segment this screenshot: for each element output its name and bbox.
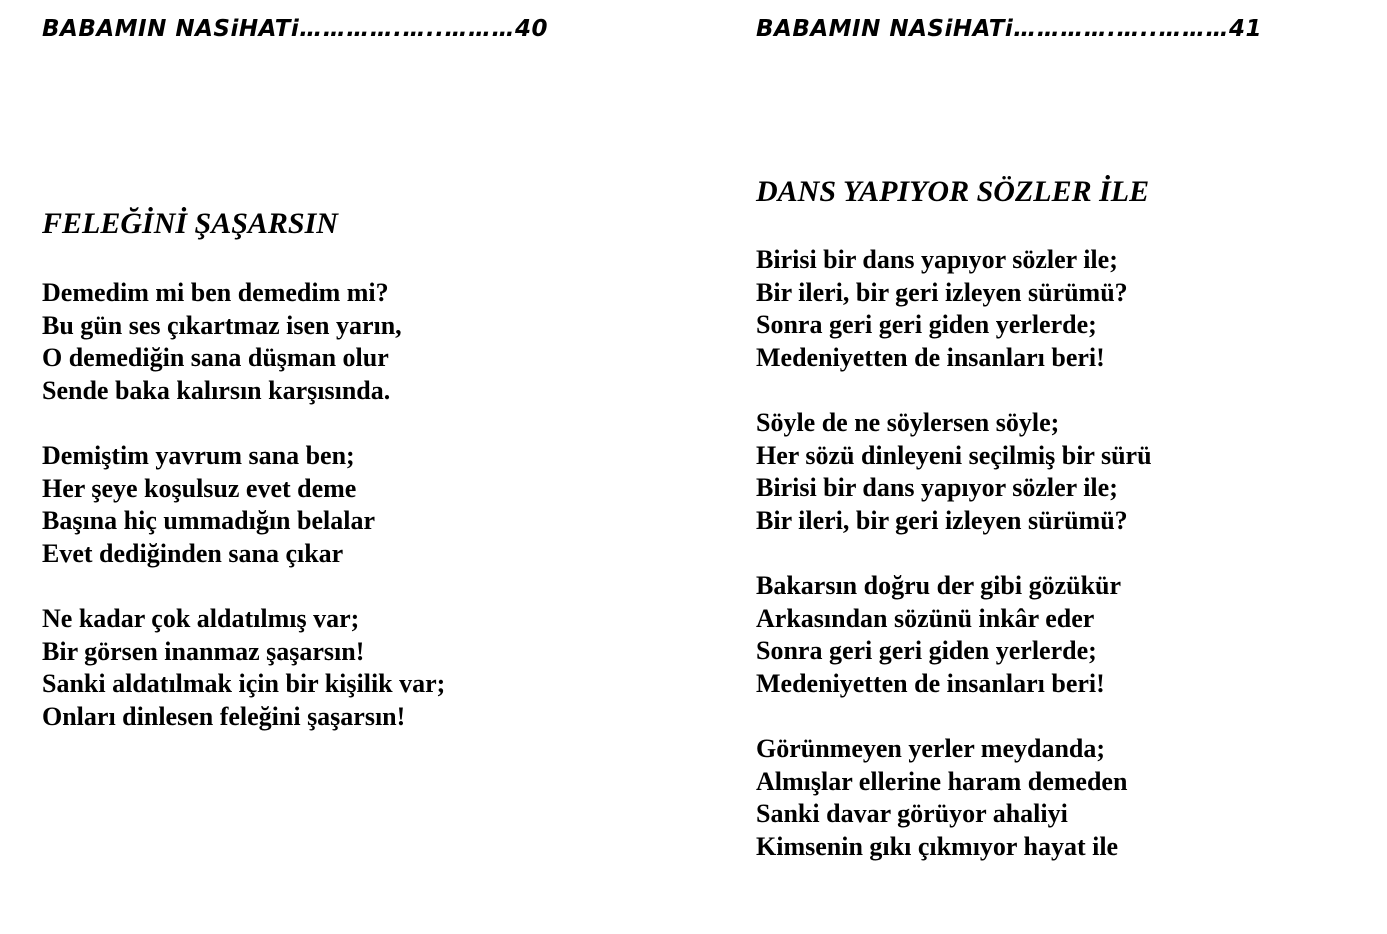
stanza (756, 570, 1152, 700)
poem-line: Bir ileri, bir geri izleyen sürümü? (756, 277, 1128, 307)
poem-line: Her sözü dinleyeni seçilmiş bir sürü (756, 440, 1152, 470)
poem-line: Almışlar ellerine haram demeden (756, 766, 1128, 796)
poem-line: Başına hiç ummadığın belalar (42, 506, 375, 536)
poem-line: Bir görsen inanmaz şaşarsın! (42, 636, 365, 666)
running-header: BABAMIN NASiHATi………….…..………40 (42, 16, 549, 42)
stanza (756, 407, 1152, 537)
poem-line: Bakarsın doğru der gibi gözükür (756, 570, 1122, 600)
poem-line: Sonra geri geri giden yerlerde; (756, 636, 1097, 666)
poem-line: Medeniyetten de insanları beri! (756, 342, 1105, 372)
poem-line: Medeniyetten de insanları beri! (756, 668, 1105, 698)
right-page (756, 0, 1376, 934)
poem-line: Evet dediğinden sana çıkar (42, 538, 344, 568)
stanza (42, 603, 445, 733)
poem-line: Ne kadar çok aldatılmış var; (42, 603, 360, 633)
poem-title: FELEĞİNİ ŞAŞARSIN (42, 207, 338, 240)
stanza (756, 244, 1152, 374)
stanza (756, 733, 1152, 863)
poem-line: Sanki aldatılmak için bir kişilik var; (42, 669, 446, 699)
poem-line: Sanki davar görüyor ahaliyi (756, 799, 1068, 829)
poem-line: Söyle de ne söylersen söyle; (756, 407, 1060, 437)
poem-line: Onları dinlesen feleğini şaşarsın! (42, 701, 406, 731)
poem-line: Birisi bir dans yapıyor sözler ile; (756, 473, 1118, 503)
poem-body (42, 277, 445, 733)
poem-line: Birisi bir dans yapıyor sözler ile; (756, 245, 1118, 274)
poem-line: Demiştim yavrum sana ben; (42, 440, 355, 470)
stanza (42, 440, 445, 570)
poem-line: Her şeye koşulsuz evet deme (42, 473, 357, 503)
poem-line: Sonra geri geri giden yerlerde; (756, 310, 1097, 340)
poem-body (756, 244, 1152, 863)
poem-line: Kimsenin gıkı çıkmıyor hayat ile (756, 831, 1119, 861)
poem-line: Arkasından sözünü inkâr eder (756, 603, 1095, 633)
poem-title: DANS YAPIYOR SÖZLER İLE (756, 175, 1150, 208)
poem-line: O demediğin sana düşman olur (42, 343, 389, 373)
poem-line: Bu gün ses çıkartmaz isen yarın, (42, 310, 402, 340)
poem-line: Bir ileri, bir geri izleyen sürümü? (756, 505, 1128, 535)
poem-line: Sende baka kalırsın karşısında. (42, 375, 391, 405)
poem-line: Demedim mi ben demedim mi? (42, 278, 389, 307)
poem-line: Görünmeyen yerler meydanda; (756, 733, 1106, 763)
left-page (42, 0, 682, 934)
running-header: BABAMIN NASiHATi………….…..………41 (756, 16, 1263, 42)
stanza (42, 277, 445, 407)
